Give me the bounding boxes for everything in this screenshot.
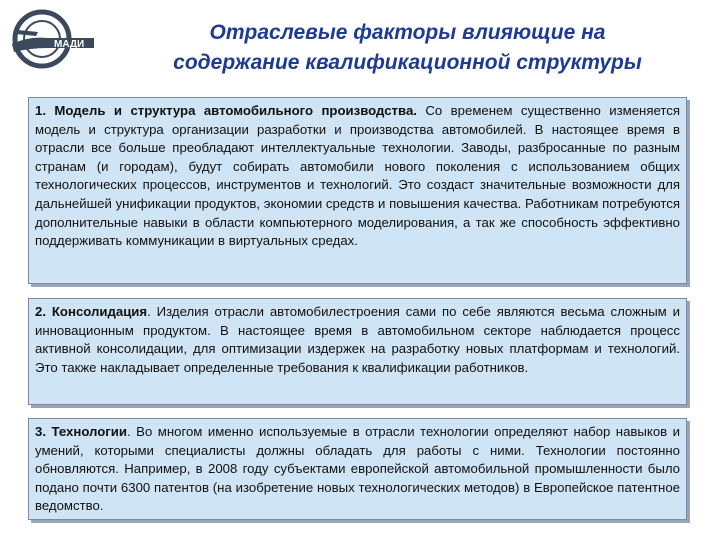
madi-logo: [8, 8, 100, 70]
factor-1-text: Со временем существенно изменяется модель и структура организации разработки и производства автомобилей. В настоящее время в отрасли все больше преобладают интеллектуальные технологии. Заводы, разбросанные по разным странам (и городам), будут собирать автомобили нового поколения с использованием общих технологических процессов, инструментов и технологий. Это создаст значительные возможности для дальнейшей унификации продуктов, экономии средств и повышения качества. Работникам потребуются дополнительные навыки в области компьютерного моделирования, а так же способность эффективно поддерживать коммуникации в виртуальных средах.: [35, 103, 681, 249]
factor-3-text: . Во многом именно используемые в отрасли технологии определяют набор навыков и умений, которыми специалисты должны обладать для работы с ними. Технологии постоянно обновляются. Например, в 2008 году субъектами европейской автомобильной промышленности было подано почти 6300 патентов (на изобретение новых технологических методов) в Европейское патентное ведомство.: [35, 424, 680, 514]
factor-block-3: [28, 418, 687, 520]
factor-block-1: [28, 97, 687, 284]
factor-2-heading: 2. Консолидация: [35, 304, 148, 319]
title-line-2: содержание квалификационной структуры: [173, 51, 642, 74]
slide-title: [105, 18, 710, 78]
title-line-1: Отраслевые факторы влияющие на: [209, 21, 606, 44]
factor-2-text: . Изделия отрасли автомобилестроения сами по себе являются весьма сложным и инновационным продуктом. В настоящее время в автомобильном секторе наблюдается процесс активной консолидации, для оптимизации издержек на разработку новых платформам и технологий. Это также накладывает определенные требования к квалификации работников.: [35, 304, 680, 375]
logo-text: МАДИ: [54, 39, 85, 50]
factor-1-heading: 1. Модель и структура автомобильного производства.: [35, 103, 417, 118]
factor-3-heading: 3. Технологии: [35, 424, 128, 439]
factor-block-2: [28, 298, 687, 405]
